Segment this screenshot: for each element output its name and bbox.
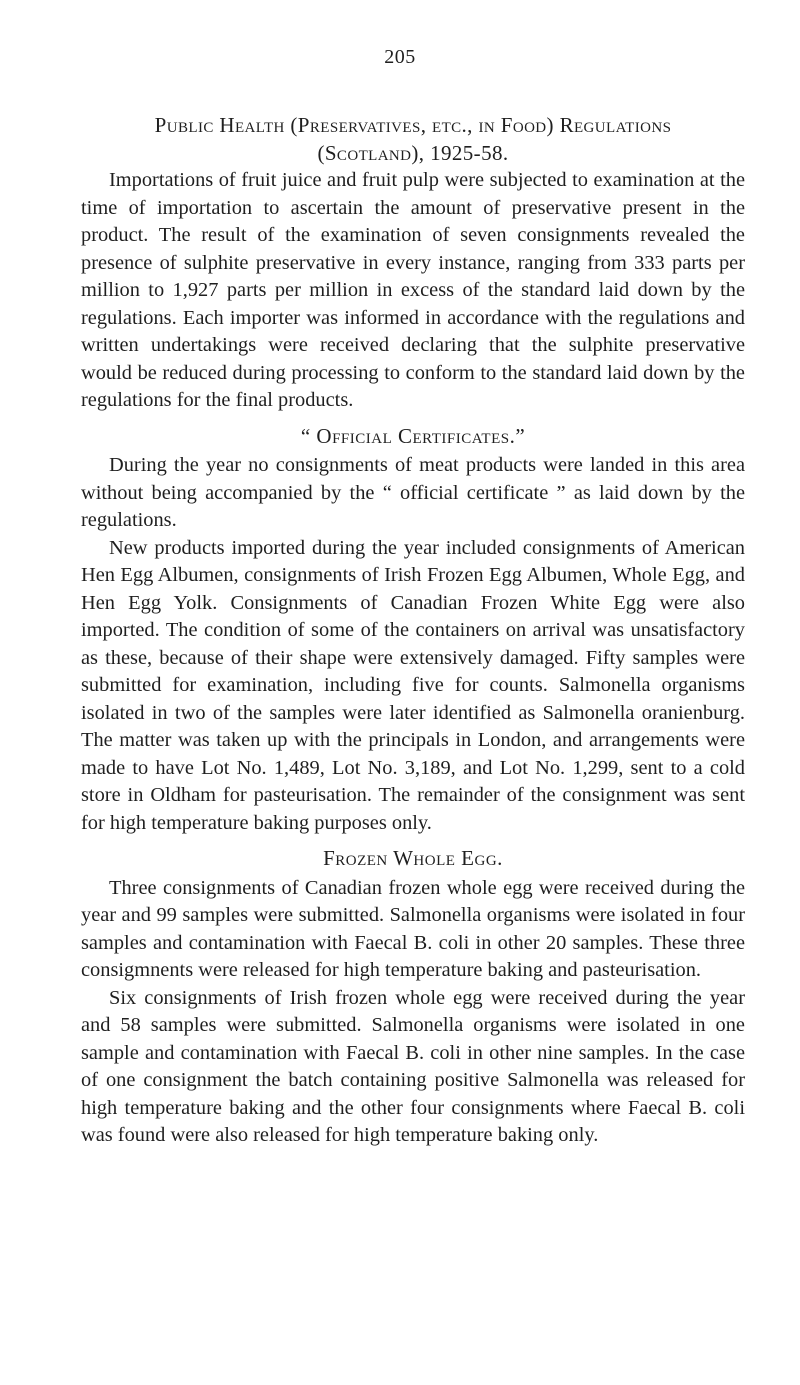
- page-title: [81, 112, 745, 167]
- official-certificates-paragraph-2: New products imported during the year included consignments of American Hen Egg Albumen, consignments of Irish Frozen Egg Albumen, Whole Egg, and Hen Egg Yolk. Consignments of Canadian Frozen White Egg were also imported. The condition of some of the containers on arrival was unsatisfactory as these, because of their shape were extensively damaged. Fifty samples were submitted for examination, including five for counts. Salmonella organisms isolated in two of the samples were later identified as Salmonella oranienburg. The matter was taken up with the principals in London, and arrangements were made to have Lot No. 1,489, Lot No. 3,189, and Lot No. 1,299, sent to a cold store in Oldham for pasteurisation. The remainder of the consignment was sent for high temperature baking purposes only.: [81, 536, 745, 834]
- official-certificates-heading: “ Official Certificates.”: [300, 423, 526, 448]
- page-number: 205: [384, 46, 416, 68]
- page-content: [81, 112, 745, 1150]
- frozen-whole-egg-paragraph-1: Three consignments of Canadian frozen whole egg were received during the year and 99 samples were submitted. Salmonella organisms were isolated in four samples and contamination with Faecal B. coli in other 20 samples. These three consigmnents were released for high temperature baking and pasteurisation.: [81, 876, 745, 981]
- title-line-1: Public Health (Preservatives, etc., in Food) Regulations: [154, 113, 672, 137]
- frozen-whole-egg-paragraph-2: Six consignments of Irish frozen whole egg were received during the year and 58 samples were submitted. Salmonella organisms were isolated in one sample and contamination with Faecal B. coli in other nine samples. In the case of one consignment the batch containing positive Salmonella was released for high temperature baking and the other four consignments where Faecal B. coli was found were also released for high temperature baking only.: [81, 986, 745, 1146]
- frozen-whole-egg-heading: Frozen Whole Egg.: [323, 846, 503, 870]
- title-line-2: (Scotland), 1925-58.: [317, 140, 509, 165]
- official-certificates-paragraph-1: During the year no consignments of meat products were landed in this area without being accompanied by the “ official certificate ” as laid down by the regulations.: [81, 454, 745, 531]
- intro-paragraph: Importations of fruit juice and fruit pulp were subjected to examination at the time of importation to ascertain the amount of preservative present in the product. The result of the examination of seven consignments revealed the presence of sulphite preservative in every instance, ranging from 333 parts per million to 1,927 parts per million in excess of the standard laid down by the regulations. Each importer was informed in accordance with the regulations and written undertakings were received declaring that the sulphite preservative would be reduced during processing to conform to the standard laid down by the regulations for the final products.: [81, 169, 745, 411]
